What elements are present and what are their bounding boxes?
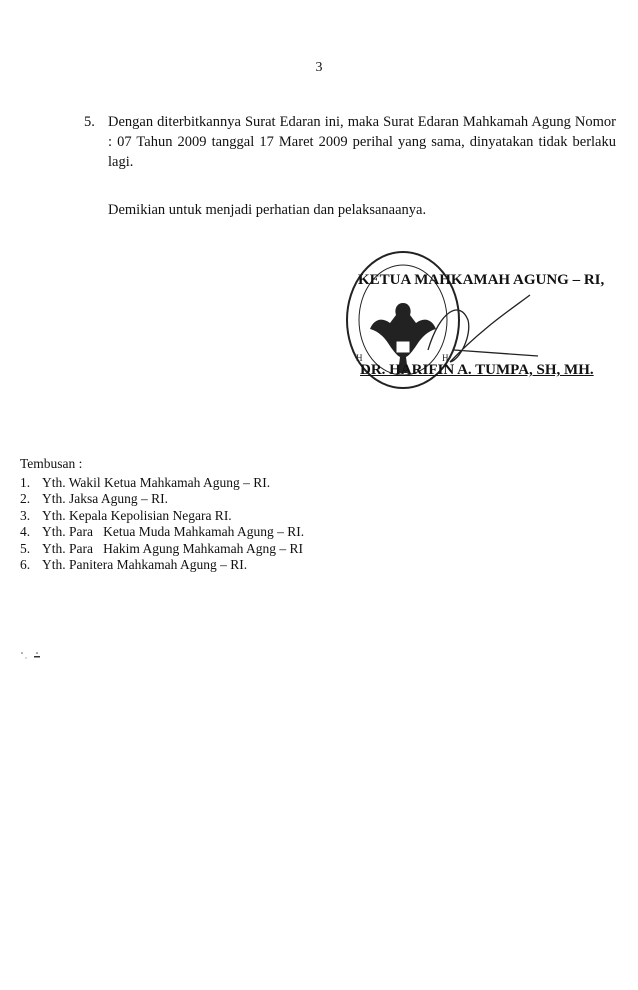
- list-number: 4.: [20, 524, 31, 539]
- list-text: Yth. Kepala Kepolisian Negara RI.: [42, 507, 232, 523]
- list-item: [20, 524, 304, 541]
- signatory-name: DR. HARIFIN A. TUMPA, SH, MH.: [360, 362, 594, 378]
- list-text: Yth. Panitera Mahkamah Agung – RI.: [42, 557, 248, 572]
- list-item: [20, 475, 304, 492]
- list-item: [20, 491, 304, 508]
- closing-sentence: Demikian untuk menjadi perhatian dan pelaksanaanya.: [108, 202, 427, 218]
- item-number: 5.: [84, 114, 95, 130]
- list-item: [20, 557, 304, 574]
- list-item: [20, 508, 304, 525]
- list-number: 6.: [20, 557, 31, 572]
- item-text: Dengan diterbitkannya Surat Edaran ini, maka Surat Edaran Mahkamah Agung Nomor : 07 Tahun 2009 tanggal 17 Maret 2009 perihal yang sama, dinyatakan tidak berlaku lagi.: [108, 114, 616, 170]
- svg-text:H: H: [356, 353, 363, 363]
- list-number: 5.: [20, 540, 31, 556]
- tembusan-label: Tembusan :: [20, 456, 83, 471]
- handwritten-signature: [420, 290, 540, 370]
- list-text: Yth. Para Ketua Muda Mahkamah Agung – RI.: [42, 524, 305, 539]
- paragraph-item-5: [84, 112, 616, 172]
- list-number: 1.: [20, 474, 31, 490]
- scan-specks: [20, 650, 50, 664]
- svg-text:H: H: [442, 353, 449, 363]
- signatory-title: KETUA MAHKAMAH AGUNG – RI,: [358, 272, 605, 288]
- list-text: Yth. Wakil Ketua Mahkamah Agung – RI.: [42, 474, 271, 490]
- list-number: 3.: [20, 507, 31, 523]
- list-text: Yth. Jaksa Agung – RI.: [42, 491, 168, 506]
- list-text: Yth. Para Hakim Agung Mahkamah Agng – RI: [42, 540, 303, 556]
- page-number: 3: [315, 60, 323, 75]
- list-item: [20, 541, 304, 558]
- tembusan-section: [20, 456, 304, 574]
- signature-block: [330, 240, 630, 410]
- list-number: 2.: [20, 491, 31, 506]
